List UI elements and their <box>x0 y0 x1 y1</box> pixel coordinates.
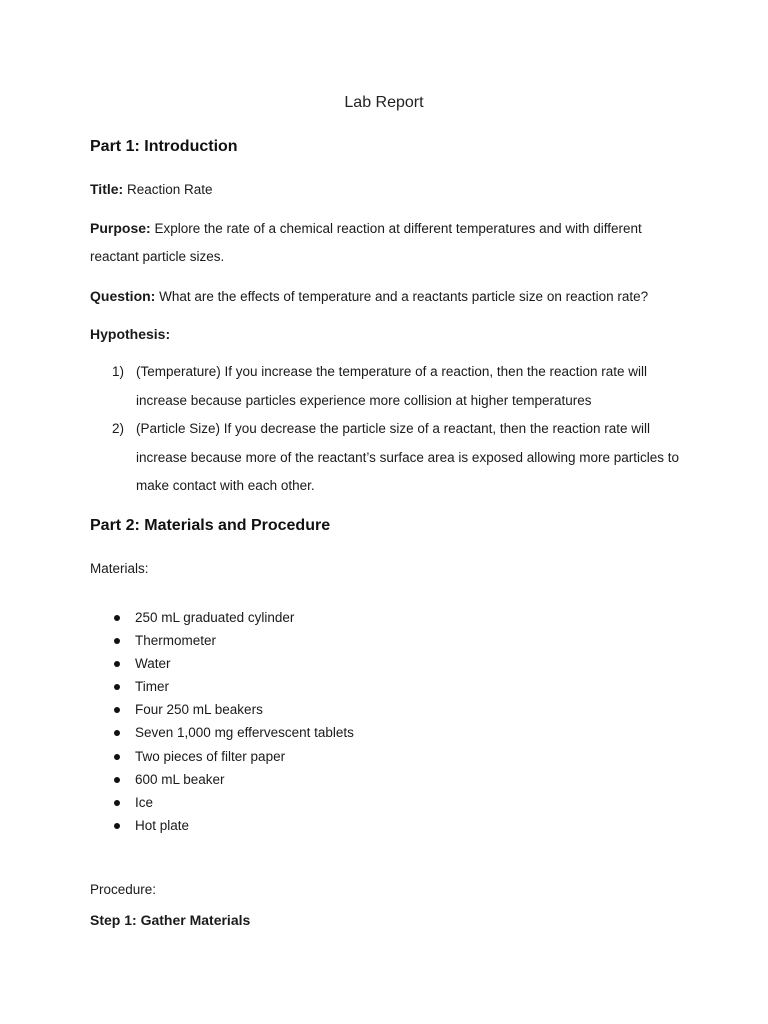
bullet-icon <box>114 661 120 667</box>
bullet-icon <box>114 707 120 713</box>
procedure-label: Procedure: <box>90 882 157 897</box>
bullet-icon <box>114 777 120 783</box>
material-text: Hot plate <box>135 817 190 833</box>
purpose-label: Purpose: <box>90 220 151 236</box>
material-text: 250 mL graduated cylinder <box>135 610 295 625</box>
materials-label: Materials: <box>90 561 149 576</box>
bullet-icon <box>114 800 120 806</box>
question-label: Question: <box>90 288 156 304</box>
question-value: What are the effects of temperature and a reactants particle size on reaction rate? <box>159 289 649 304</box>
bullet-icon <box>114 684 120 690</box>
material-text: Two pieces of filter paper <box>135 748 286 764</box>
list-item <box>110 721 354 744</box>
material-text: Four 250 mL beakers <box>135 702 263 718</box>
material-text: Ice <box>135 794 154 810</box>
purpose-paragraph <box>90 214 680 271</box>
title-label: Title: <box>90 181 124 197</box>
list-item <box>110 768 354 791</box>
hypothesis-label-line <box>90 320 680 349</box>
bullet-icon <box>114 823 120 829</box>
list-item <box>110 814 354 837</box>
list-item <box>110 606 354 629</box>
list-item <box>110 675 354 698</box>
bullet-icon <box>114 754 120 760</box>
title-value: Reaction Rate <box>126 182 213 197</box>
list-item <box>110 745 354 768</box>
hypothesis-label: Hypothesis: <box>90 326 171 342</box>
hypothesis-number: 2) <box>112 421 125 436</box>
hypothesis-item <box>112 415 682 501</box>
list-item <box>110 791 354 814</box>
hypothesis-number: 1) <box>112 364 125 379</box>
hypothesis-text: (Particle Size) If you decrease the particle size of a reactant, then the reaction rate will increase because more of the reactant’s surface area is exposed allowing more particles to make contact with each other. <box>136 421 680 493</box>
material-text: Seven 1,000 mg effervescent tablets <box>135 725 354 741</box>
material-text: Water <box>135 656 171 672</box>
material-text: 600 mL beaker <box>135 771 225 787</box>
hypothesis-item <box>112 358 682 415</box>
part2-heading: Part 2: Materials and Procedure <box>90 517 331 534</box>
material-text: Timer <box>135 679 169 695</box>
material-text: Thermometer <box>135 633 217 649</box>
list-item <box>110 652 354 675</box>
bullet-icon <box>114 615 120 621</box>
part1-heading: Part 1: Introduction <box>90 138 238 155</box>
bullet-icon <box>114 638 120 644</box>
list-item <box>110 698 354 721</box>
materials-list <box>110 606 354 837</box>
question-paragraph <box>90 282 680 311</box>
hypothesis-text: (Temperature) If you increase the temperature of a reaction, then the reaction rate will increase because particles experience more collision at higher temperatures <box>136 364 648 408</box>
step-1-heading: Step 1: Gather Materials <box>90 912 251 928</box>
document-title: Lab Report <box>344 94 424 111</box>
list-item <box>110 629 354 652</box>
purpose-value: Explore the rate of a chemical reaction at different temperatures and with different reactant particle sizes. <box>90 221 642 264</box>
bullet-icon <box>114 730 120 736</box>
title-line <box>90 175 680 204</box>
